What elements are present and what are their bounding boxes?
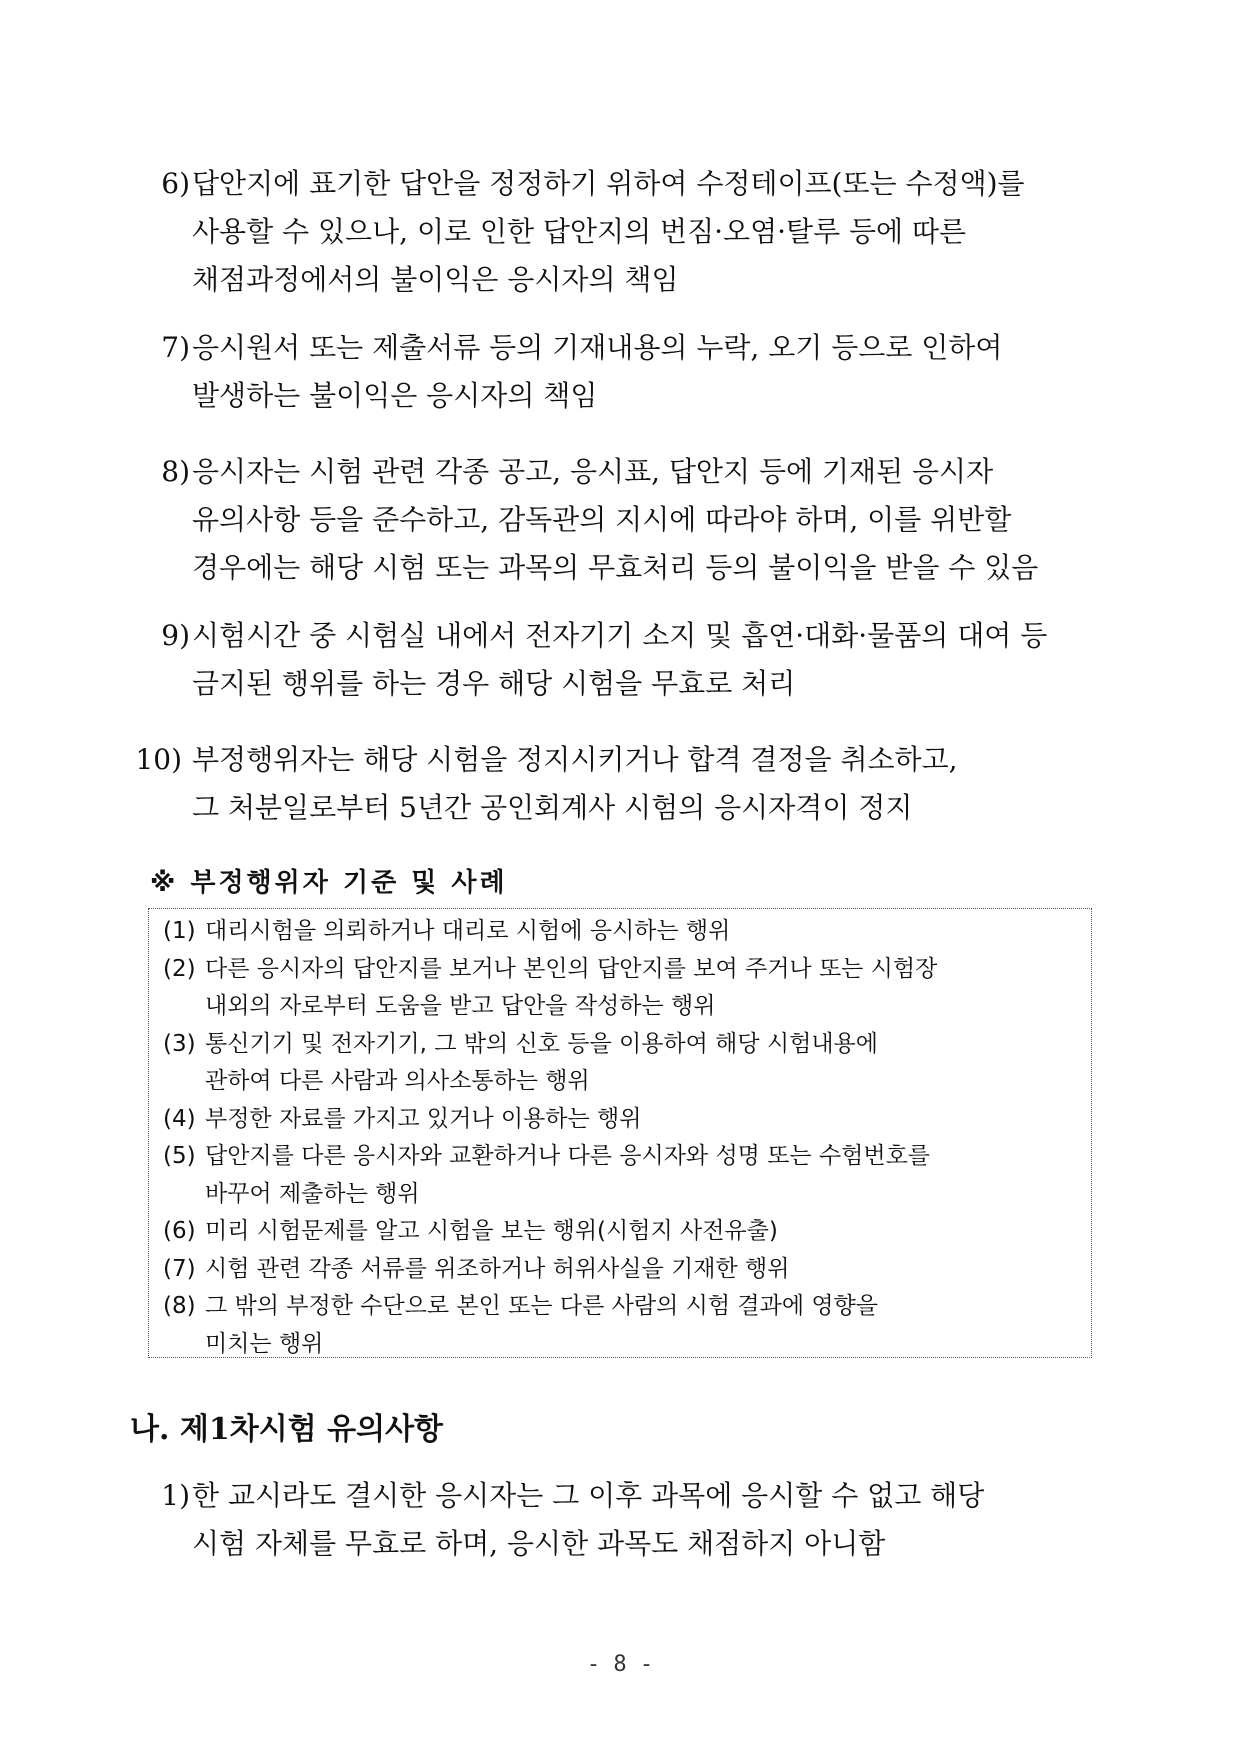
item-line: 시험 자체를 무효로 하며, 응시한 과목도 채점하지 아니함 [192, 1527, 886, 1560]
case-line: 통신기기 및 전자기기, 그 밖의 신호 등을 이용하여 해당 시험내용에 [205, 1030, 878, 1057]
case-number: (1) [163, 918, 196, 944]
list-item-1 [130, 1472, 1120, 1568]
item-line: 그 처분일로부터 5년간 공인회계사 시험의 응시자격이 정지 [192, 791, 913, 824]
list-item-8 [130, 448, 1120, 592]
case-number: (7) [163, 1255, 196, 1282]
list-item-10 [130, 736, 1120, 832]
case-number: (6) [163, 1218, 196, 1244]
case-line: 대리시험을 의뢰하거나 대리로 시험에 응시하는 행위 [205, 918, 731, 944]
case-line: 바꾸어 제출하는 행위 [205, 1180, 420, 1207]
case-line: 내외의 자로부터 도움을 받고 답안을 작성하는 행위 [205, 993, 716, 1019]
item-line: 응시원서 또는 제출서류 등의 기재내용의 누락, 오기 등으로 인하여 [192, 331, 1003, 364]
item-line: 한 교시라도 결시한 응시자는 그 이후 과목에 응시할 수 없고 해당 [192, 1479, 985, 1512]
item-number: 7) [161, 331, 190, 364]
item-line: 발생하는 불이익은 응시자의 책임 [192, 379, 598, 412]
item-line: 채점과정에서의 불이익은 응시자의 책임 [192, 263, 679, 296]
case-number: (5) [163, 1143, 196, 1169]
case-row [163, 1026, 1083, 1101]
item-line: 금지된 행위를 하는 경우 해당 시험을 무효로 처리 [192, 667, 796, 700]
case-line: 미리 시험문제를 알고 시험을 보는 행위(시험지 사전유출) [205, 1218, 778, 1244]
case-line: 관하여 다른 사람과 의사소통하는 행위 [205, 1068, 590, 1094]
note-title: ※ 부정행위자 기준 및 사례 [150, 868, 508, 898]
item-number: 8) [161, 455, 190, 488]
item-line: 유의사항 등을 준수하고, 감독관의 지시에 따라야 하며, 이를 위반할 [192, 503, 1012, 536]
list-item-7 [130, 324, 1120, 420]
case-row [163, 951, 1083, 1026]
case-row [163, 1213, 1083, 1251]
case-row [163, 913, 1083, 951]
case-row [163, 1251, 1083, 1289]
item-line: 답안지에 표기한 답안을 정정하기 위하여 수정테이프(또는 수정액)를 [192, 167, 1025, 200]
item-number: 9) [161, 619, 190, 652]
item-line: 경우에는 해당 시험 또는 과목의 무효처리 등의 불이익을 받을 수 있음 [192, 551, 1039, 584]
item-line: 부정행위자는 해당 시험을 정지시키거나 합격 결정을 취소하고, [192, 743, 958, 776]
case-line: 그 밖의 부정한 수단으로 본인 또는 다른 사람의 시험 결과에 영향을 [205, 1293, 878, 1319]
case-line: 미치는 행위 [205, 1330, 324, 1357]
case-row [163, 1138, 1083, 1213]
case-number: (2) [163, 955, 196, 982]
item-line: 사용할 수 있으나, 이로 인한 답안지의 번짐·오염·탈루 등에 따른 [192, 215, 967, 248]
case-row [163, 1288, 1083, 1363]
section-heading: 나. 제1차시험 유의사항 [130, 1412, 444, 1447]
list-item-6 [130, 160, 1120, 304]
misconduct-cases-box [148, 908, 1092, 1358]
item-number: 6) [161, 167, 190, 200]
case-number: (8) [163, 1293, 196, 1319]
page-number: - 8 - [586, 1652, 654, 1677]
case-number: (3) [163, 1030, 196, 1057]
case-line: 다른 응시자의 답안지를 보거나 본인의 답안지를 보여 주거나 또는 시험장 [205, 955, 938, 982]
item-number: 10) [135, 743, 182, 776]
case-line: 시험 관련 각종 서류를 위조하거나 허위사실을 기재한 행위 [205, 1255, 790, 1282]
case-line: 부정한 자료를 가지고 있거나 이용하는 행위 [205, 1105, 642, 1132]
item-line: 응시자는 시험 관련 각종 공고, 응시표, 답안지 등에 기재된 응시자 [192, 455, 994, 488]
case-number: (4) [163, 1105, 196, 1132]
case-row [163, 1101, 1083, 1139]
case-line: 답안지를 다른 응시자와 교환하거나 다른 응시자와 성명 또는 수험번호를 [205, 1143, 931, 1169]
item-line: 시험시간 중 시험실 내에서 전자기기 소지 및 흡연·대화·물품의 대여 등 [192, 619, 1048, 652]
item-number: 1) [161, 1479, 190, 1512]
list-item-9 [130, 612, 1120, 708]
